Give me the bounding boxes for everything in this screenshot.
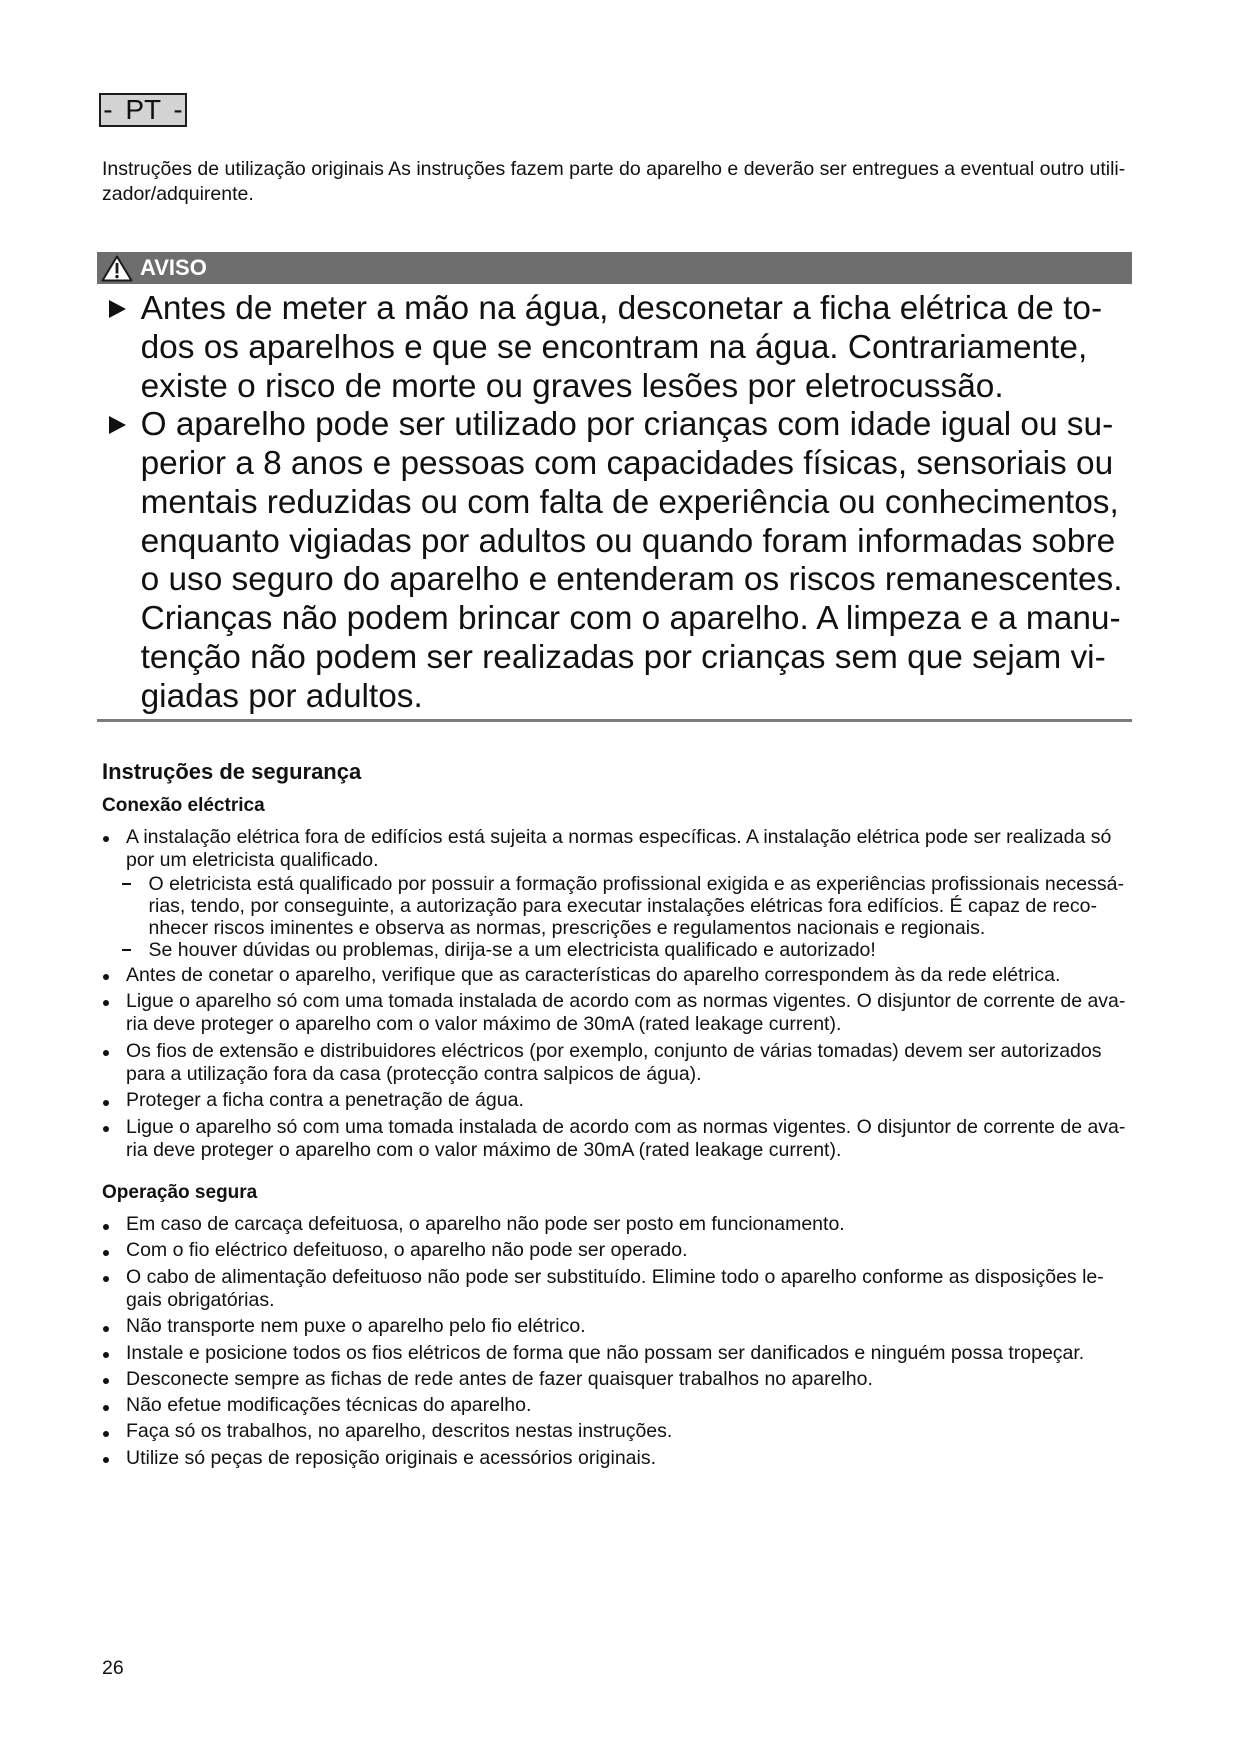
arrow-bullet-icon [109,300,126,318]
list-item-text [126,1420,1137,1444]
list-item [102,1447,1137,1471]
list-item [102,1266,1137,1313]
warning-line: perior a 8 anos e pessoas com capacidades físicas, sensoriais ou [140,445,1114,482]
safety-section [102,1181,1137,1470]
list-item-text [126,1342,1137,1366]
bullet-list [102,826,1137,1163]
list-item [102,964,1137,988]
intro-line: zador/adquirente. [102,182,254,205]
list-item-text [126,826,1137,873]
dash-marker [122,949,131,951]
list-item [102,1394,1137,1418]
list-item-text [126,1315,1137,1339]
warning-triangle-icon [101,255,133,282]
intro-paragraph [102,157,1125,206]
warning-title: AVISO [140,255,207,280]
safety-sections [102,794,1137,1470]
text-line: A instalação elétrica fora de edifícios está sujeita a normas específicas. A instalação elétrica pode ser realizada só [126,825,1112,848]
bullet-marker [103,1352,109,1358]
list-item-text [126,964,1137,988]
warning-line: existe o risco de morte ou graves lesões por eletrocussão. [140,367,1004,405]
text-line: Ligue o aparelho só com uma tomada instalada de acordo com as normas vigentes. O disjuntor de corrente de ava- [126,989,1126,1012]
list-item-text [126,1040,1137,1087]
sub-list-item [126,873,1137,939]
list-item [102,1040,1137,1087]
language-tag: - PT - [99,93,187,127]
bullet-marker [103,1276,109,1282]
safety-title: Instruções de segurança [102,759,362,784]
text-line: Proteger a ficha contra a penetração de água. [126,1089,524,1112]
page-number: 26 [102,1657,124,1679]
section-heading: Conexão eléctrica [102,795,265,817]
text-line: Faça só os trabalhos, no aparelho, descritos nestas instruções. [126,1420,673,1443]
text-line: O eletricista está qualificado por possuir a formação profissional exigida e as experiências profissionais necessá- [148,872,1124,895]
bullet-marker [103,1250,109,1256]
bullet-marker [103,1457,109,1463]
intro-line: Instruções de utilização originais As instruções fazem parte do aparelho e deverão ser entregues a eventual outro utili- [102,158,1126,180]
bullet-list [102,1213,1137,1470]
text-line: para a utilização fora da casa (protecção contra salpicos de água). [126,1063,702,1086]
text-line: Ligue o aparelho só com uma tomada instalada de acordo com as normas vigentes. O disjuntor de corrente de ava- [126,1115,1126,1138]
warning-line: tenção não podem ser realizadas por crianças sem que sejam vi- [140,638,1106,676]
sub-item-text [149,873,1138,939]
text-line: Em caso de carcaça defeituosa, o aparelho não pode ser posto em funcionamento. [126,1213,845,1236]
bullet-marker [103,1431,109,1437]
text-line: Instale e posicione todos os fios elétricos de forma que não possam ser danificados e ninguém possa tropeçar. [126,1341,1085,1364]
list-item [102,826,1137,961]
text-line: Não efetue modificações técnicas do aparelho. [126,1394,532,1417]
warning-line: dos os aparelhos e que se encontram na água. Contrariamente, [140,328,1088,366]
bullet-marker [103,836,109,842]
text-line: gais obrigatórias. [126,1289,275,1312]
warning-header-bar [97,252,1132,284]
text-line: Se houver dúvidas ou problemas, dirija-se a um electricista qualificado e autorizado! [148,938,876,961]
arrow-bullet-icon [109,416,126,434]
text-line: O cabo de alimentação defeituoso não pode ser substituído. Elimine todo o aparelho conforme as disposições le- [126,1265,1104,1288]
safety-instructions [102,759,1137,1470]
bullet-marker [103,1405,109,1411]
text-line: por um eletricista qualificado. [126,849,379,872]
sub-item-text [149,939,1138,961]
list-item [102,1116,1137,1163]
text-line: Não transporte nem puxe o aparelho pelo fio elétrico. [126,1315,586,1338]
text-line: nhecer riscos iminentes e observa as normas, prescrições e regulamentos nacionais e regionais. [148,916,986,939]
list-item [102,1368,1137,1392]
bullet-marker [103,1326,109,1332]
warning-line: enquanto vigiadas por adultos ou quando foram informadas sobre [140,522,1116,560]
text-line: Os fios de extensão e distribuidores eléctricos (por exemplo, conjunto de várias tomadas) devem ser autorizados [126,1039,1102,1062]
list-item-text [126,1239,1137,1263]
bullet-marker [103,1000,109,1006]
section-heading: Operação segura [102,1182,258,1204]
list-item [102,1315,1137,1339]
list-item-text [126,1368,1137,1392]
list-item [102,1089,1137,1113]
warning-item [97,290,1132,406]
warning-line: mentais reduzidas ou com falta de experiência ou conhecimentos, [140,483,1119,521]
text-line: Desconecte sempre as fichas de rede antes de fazer quaisquer trabalhos no aparelho. [126,1367,873,1390]
warning-item [97,406,1132,716]
warning-list [97,290,1132,716]
safety-section [102,794,1137,1163]
text-line: ria deve proteger o aparelho com o valor máximo de 30mA (rated leakage current). [126,1139,842,1162]
list-item [102,1420,1137,1444]
bullet-marker [103,1378,109,1384]
warning-line: Antes de meter a mão na água, desconetar a ficha elétrica de to- [140,290,1103,327]
bullet-marker [103,1224,109,1230]
sub-list [126,873,1137,961]
text-line: Antes de conetar o aparelho, verifique que as características do aparelho correspondem às da rede elétrica. [126,963,1061,986]
list-item-text [126,1394,1137,1418]
warning-line: giadas por adultos. [140,677,423,715]
list-item [102,990,1137,1037]
bullet-marker [103,1050,109,1056]
text-line: Com o fio eléctrico defeituoso, o aparelho não pode ser operado. [126,1239,688,1262]
list-item-text [126,1447,1137,1471]
warning-line: O aparelho pode ser utilizado por crianças com idade igual ou su- [140,406,1114,444]
list-item-text [126,1266,1137,1313]
warning-item-text [141,406,1132,716]
text-line: rias, tendo, por conseguinte, a autorização para executar instalações elétricas fora edifícios. É capaz de reco- [148,894,1097,917]
list-item [102,1342,1137,1366]
list-item-text [126,1089,1137,1113]
list-item-text [126,1116,1137,1163]
bullet-marker [103,1100,109,1106]
warning-divider [97,719,1132,722]
sub-list-item [126,939,1137,961]
dash-marker [122,883,131,885]
bullet-marker [103,974,109,980]
bullet-marker [103,1126,109,1132]
warning-line: Crianças não podem brincar com o aparelho. A limpeza e a manu- [140,600,1121,637]
warning-item-text [141,290,1132,406]
list-item [102,1239,1137,1263]
warning-line: o uso seguro do aparelho e entenderam os riscos remanescentes. [140,561,1123,599]
list-item [102,1213,1137,1237]
text-line: Utilize só peças de reposição originais e acessórios originais. [126,1446,657,1469]
text-line: ria deve proteger o aparelho com o valor máximo de 30mA (rated leakage current). [126,1013,842,1036]
list-item-text [126,1213,1137,1237]
list-item-text [126,990,1137,1037]
